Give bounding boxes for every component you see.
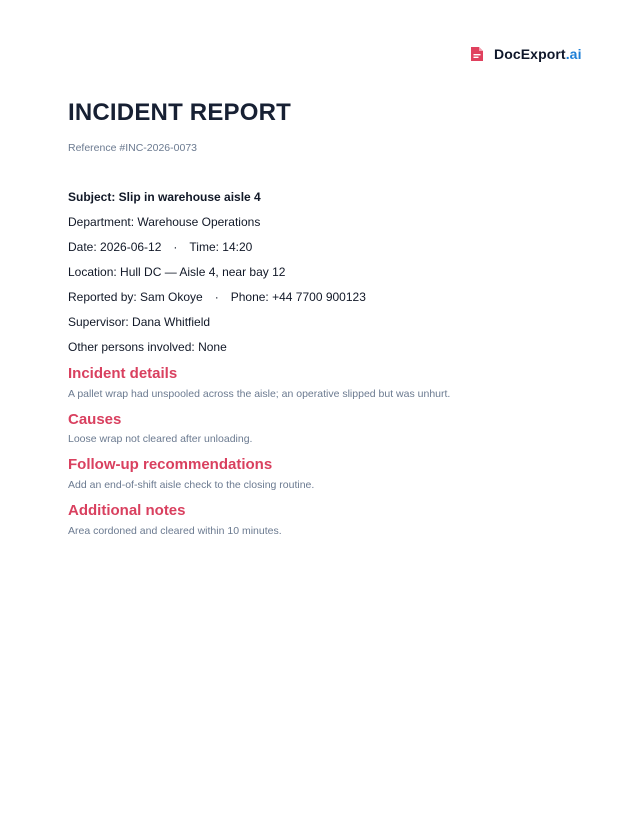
report-reference: Reference #INC-2026-0073 (68, 142, 197, 154)
location-field: Location: Hull DC — Aisle 4, near bay 12 (68, 265, 286, 279)
time-value: Time: 14:20 (189, 240, 253, 254)
section-body-follow-up: Add an end-of-shift aisle check to the closing routine. (68, 479, 315, 491)
department-field: Department: Warehouse Operations (68, 215, 261, 229)
field-separator: · (214, 290, 219, 304)
section-body-causes: Loose wrap not cleared after unloading. (68, 433, 253, 445)
other-persons-field: Other persons involved: None (68, 340, 227, 354)
brand-logo (470, 46, 582, 62)
section-body-additional-notes: Area cordoned and cleared within 10 minutes. (68, 525, 282, 537)
date-time-field (68, 240, 252, 254)
brand-name-main: DocExport (494, 46, 566, 62)
section-body-incident-details: A pallet wrap had unspooled across the aisle; an operative slipped but was unhurt. (68, 388, 451, 400)
section-heading-follow-up: Follow-up recommendations (68, 456, 273, 473)
date-value: Date: 2026-06-12 (68, 240, 162, 254)
supervisor-field: Supervisor: Dana Whitfield (68, 315, 211, 329)
subject-field: Subject: Slip in warehouse aisle 4 (68, 190, 261, 204)
brand-name-suffix: .ai (565, 46, 582, 62)
reported-by-value: Reported by: Sam Okoye (68, 290, 203, 304)
section-heading-causes: Causes (68, 411, 122, 428)
section-heading-additional-notes: Additional notes (68, 502, 186, 519)
brand-name (494, 46, 582, 62)
phone-value: Phone: +44 7700 900123 (230, 290, 366, 304)
section-heading-incident-details: Incident details (68, 365, 178, 382)
field-separator: · (173, 240, 178, 254)
reporter-field (68, 290, 366, 304)
pdf-file-icon (470, 46, 484, 62)
page-title: INCIDENT REPORT (68, 99, 292, 126)
